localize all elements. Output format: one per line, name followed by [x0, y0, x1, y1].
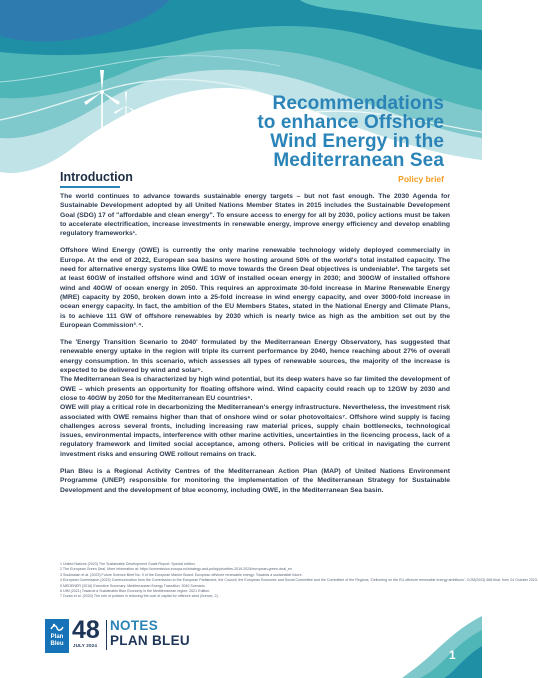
- document-subtitle: Policy brief: [398, 174, 444, 184]
- title-block: [174, 94, 444, 184]
- document-title: [174, 94, 444, 170]
- paragraph: The world continues to advance towards sustainable energy targets – but not fast enough. The 2030 Agenda for Sustainable Development adopted by all United Nations Member States in 2015 includes the Sustainable Development Goal (SDG) 17 of "affordable and clean energy". To ensure access to energy for all by 2030, policy actions must be taken to accelerate electrification, increase investments in renewable energy, improve energy efficiency and develop enabling regulatory frameworks¹.: [60, 193, 450, 238]
- plan-bleu-logo: [45, 619, 69, 653]
- title-line: to enhance Offshore: [257, 112, 444, 133]
- paragraph: The Mediterranean Sea is characterized by high wind potential, but its deep waters have so far limited the development of OWE – which presents an opportunity for floating offshore wind. Wind capacity could reach up to 12GW by 2030 and close to 40GW by 2050 for the Mediterranean EU countries⁶.: [60, 376, 450, 402]
- logo-wave-icon: [50, 622, 64, 634]
- footnotes: [60, 562, 538, 600]
- wind-turbine-icon: [80, 66, 140, 136]
- logo-text: [45, 634, 69, 647]
- footnote: 1 United Nations (2023) The Sustainable Development Goals Report: Special edition.: [60, 562, 196, 566]
- footnote: 7 Duran et al. (2020) The role of policies in reducing the cost of capital for offshore wind (licence, 2)..: [60, 594, 220, 599]
- footnote[interactable]: 2 The European Green Deal. More information at: https://commission.europa.eu/strategy-and-policy/priorities-2019-2024/european-green-deal_en: [60, 567, 292, 572]
- footnote: 3 Soukissian et al. (2023) Future Science Brief No. 9 of the European Marine Board: European offshore renewable energy: Towards a sustainable future.: [60, 572, 303, 577]
- paragraph: Offshore Wind Energy (OWE) is currently the only marine renewable technology widely deployed commercially in Europe. At the end of 2022, European sea basins were hosting around 50% of the world's total installed capacity. The need for alternative energy systems like OWE to move towards the Green Deal objectives is undeniable². The targets set at least 60GW of installed offshore wind and 1GW of installed ocean energy in 2030; and 300GW of installed offshore wind and 40GW of ocean energy in 2050. This requires an approximate 30-fold increase in Marine Renewable Energy (MRE) capacity by 2050, broken down into a 25-fold increase in wind energy capacity, and over 3000-fold increase in ocean energy capacity. In fact, the ambition of the EU Members States, stated in the National Energy and Climate Plans, is to achieve 111 GW of offshore renewables by 2030 which is nearly twice as high as the ambition set out by the European Commission³˒⁴.: [60, 247, 450, 329]
- issue-number: 48: [72, 616, 100, 644]
- section-heading: Introduction: [60, 170, 133, 184]
- footnote: 6 UfM (2021) Towards a Sustainable Blue Economy in the Mediterranean region: 2021 Edition.: [60, 589, 211, 594]
- title-line: Mediterranean Sea: [273, 150, 444, 171]
- series-line: PLAN BLEU: [110, 633, 190, 648]
- introduction-body: [60, 192, 450, 503]
- title-line: Recommendations: [272, 93, 444, 114]
- page-number: 1: [449, 648, 456, 662]
- footnote: 4 European Commission (2023) Communication from the Commission to the European Parliament, the Council, the European Economic and Social Committee and the Committee of the Regions, 'Delivering on the EU offshore renewable energy ambitions', COM(2023) 668 final, from 24 October 2023.: [60, 578, 538, 583]
- series-line: NOTES: [110, 618, 159, 633]
- paragraph: Plan Bleu is a Regional Activity Centres of the Mediterranean Action Plan (MAP) of United Nations Environment Programme (UNEP) responsible for monitoring the implementation of the Mediterranean Strategy for Sustainable Development and the development of blue economy, including OWE, in the Mediterranean Sea basin.: [60, 468, 450, 494]
- footnote: 5 MEDENER (2016) Executive Summary: Mediterranean Energy Transition: 2040 Scenario.: [60, 583, 206, 588]
- logo-text-line: Plan: [50, 634, 64, 640]
- issue-date: JULY 2024: [73, 643, 98, 648]
- corner-wave-icon: [402, 616, 482, 678]
- series-divider: [106, 620, 107, 650]
- heading-rule: [60, 186, 120, 188]
- title-line: Wind Energy in the: [270, 131, 444, 152]
- series-name: [110, 618, 190, 648]
- logo-text-line: Bleu: [50, 640, 64, 647]
- paragraph: The 'Energy Transition Scenario to 2040' formulated by the Mediterranean Energy Observatory, has suggested that renewable energy uptake in the region will triple its current performance by 2040, hence reaching about 27% of overall energy consumption. In this scenario, which assesses all types of renewable sources, the majority of the increase is expected to be delivered by wind and solar⁵.: [60, 339, 450, 375]
- paragraph: OWE will play a critical role in decarbonizing the Mediterranean's energy infrastructure. Nevertheless, the investment risk associated with OWE remains higher than that of onshore wind or solar photovoltaics⁷. Offshore wind supply is facing challenges across several fronts, including increasing raw material prices, supply chain bottlenecks, technological issues, environmental impacts, interference with other marine activities, uncertainties in the licencing process, lack of a regulatory framework and limited social acceptance, among others. Policies will be critical in navigating the current investment risks and ensuring OWE rollout remains on track.: [60, 404, 450, 458]
